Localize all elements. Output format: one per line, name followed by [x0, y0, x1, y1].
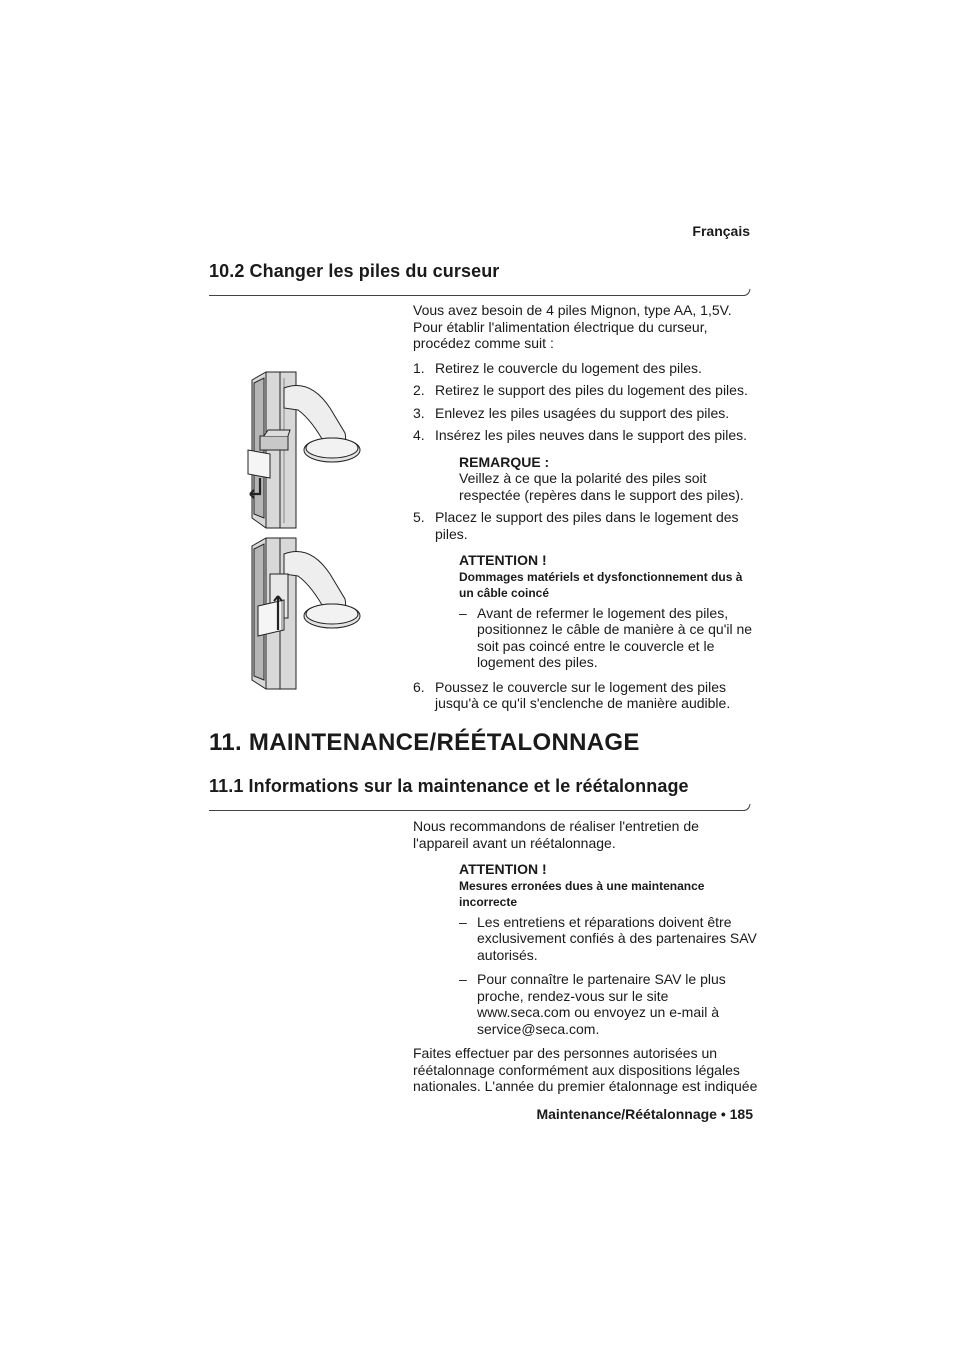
bullet-item: [459, 914, 758, 964]
remark-notice: [459, 454, 758, 504]
list-item: [413, 679, 758, 712]
remark-title: REMARQUE :: [459, 453, 550, 470]
list-item: [413, 382, 758, 399]
attention-title: ATTENTION !: [459, 552, 547, 568]
step-number: 1.: [413, 359, 425, 376]
section-10-2-body: [413, 302, 758, 718]
attention-notice: [459, 552, 758, 671]
attention-title: ATTENTION !: [459, 861, 547, 877]
attention-notice: [459, 861, 758, 1037]
attention-subtitle: Mesures erronées dues à une maintenance incorrecte: [459, 878, 705, 909]
bullet-text: Avant de refermer le logement des piles, positionnez le câble de manière à ce qu'il ne soit pas coincé entre le couvercle et le logement des piles.: [477, 604, 753, 670]
dash-mark: –: [459, 604, 467, 621]
chapter-heading-11: 11. MAINTENANCE/RÉÉTALONNAGE: [209, 729, 640, 756]
step-number: 2.: [413, 382, 425, 398]
remark-text: Veillez à ce que la polarité des piles soit respectée (repères dans le support des piles).: [459, 470, 744, 503]
attention-subtitle: Dommages matériels et dysfonctionnement dus à un câble coincé: [459, 569, 743, 600]
section-heading-11-1: 11.1 Informations sur la maintenance et le réétalonnage: [209, 776, 689, 796]
step-number: 3.: [413, 404, 425, 421]
bullet-item: [459, 971, 758, 1037]
battery-removal-illustration: [240, 368, 370, 533]
step-text: Retirez le couvercle du logement des piles.: [435, 359, 702, 376]
step-text: Poussez le couvercle sur le logement des piles jusqu'à ce qu'il s'enclenche de manière audible.: [435, 678, 731, 711]
intro-paragraph: Nous recommandons de réaliser l'entretien de l'appareil avant un réétalonnage.: [413, 818, 699, 851]
closing-paragraph: Faites effectuer par des personnes autorisées un réétalonnage conformément aux dispositions légales nationales. L'année du premier étalonnage est indiquée: [413, 1045, 758, 1094]
list-item: [413, 405, 758, 422]
intro-paragraph: Vous avez besoin de 4 piles Mignon, type AA, 1,5V. Pour établir l'alimentation électrique du curseur, procédez comme suit :: [413, 302, 732, 351]
section-rule-10-2: [209, 287, 751, 297]
section-11-1-body: [413, 818, 758, 1103]
step-number: 4.: [413, 427, 425, 443]
step-text: Retirez le support des piles du logement des piles.: [435, 382, 748, 398]
list-item: [413, 427, 758, 444]
step-number: 5.: [413, 509, 425, 525]
page-footer: Maintenance/Réétalonnage • 185: [536, 1106, 753, 1122]
step-text: Placez le support des piles dans le logement des piles.: [435, 509, 739, 542]
list-item: [413, 509, 758, 542]
bullet-text: Les entretiens et réparations doivent être exclusivement confiés à des partenaires SAV autorisés.: [477, 913, 757, 963]
dash-mark: –: [459, 971, 467, 987]
step-text: Enlevez les piles usagées du support des piles.: [435, 404, 730, 421]
language-label: Français: [692, 223, 750, 239]
bullet-item: [459, 605, 758, 671]
list-item: [413, 360, 758, 377]
dash-mark: –: [459, 913, 467, 930]
section-rule-11-1: [209, 802, 751, 812]
step-text: Insérez les piles neuves dans le support des piles.: [435, 427, 748, 443]
bullet-text: Pour connaître le partenaire SAV le plus proche, rendez-vous sur le site www.seca.com ou envoyez un e-mail à service@seca.com.: [477, 971, 726, 1037]
step-number: 6.: [413, 678, 425, 695]
battery-insertion-illustration: [240, 534, 370, 694]
section-heading-10-2: 10.2 Changer les piles du curseur: [209, 261, 500, 281]
